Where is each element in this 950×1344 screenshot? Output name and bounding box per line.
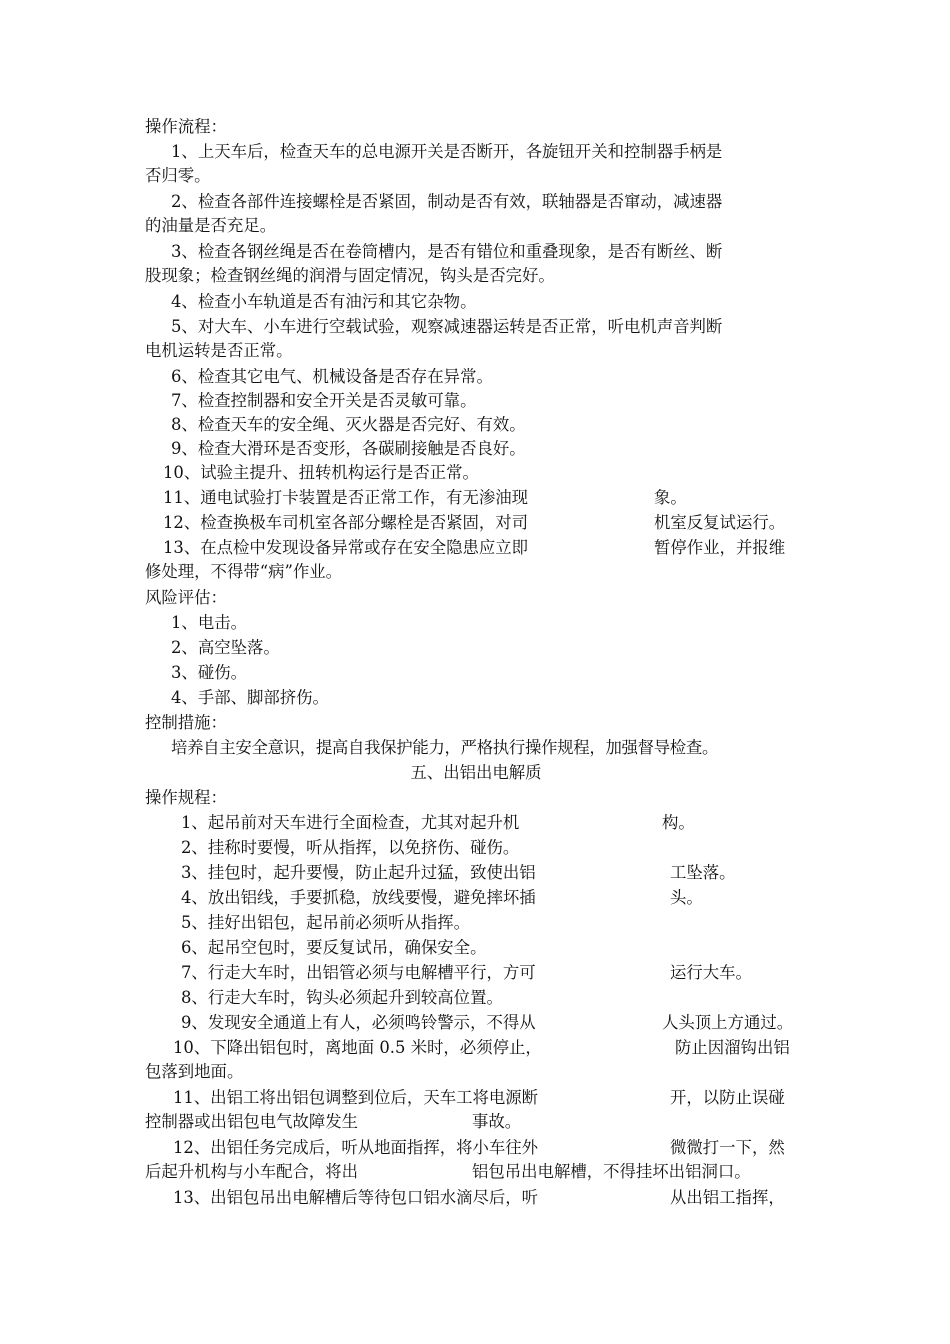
rule-item-9 <box>145 1011 807 1035</box>
rule-item-12-line2 <box>145 1160 807 1184</box>
risk-item-2: 2、高空坠落。 <box>171 638 280 657</box>
rule-item-13 <box>145 1186 807 1210</box>
control-measures-text: 培养自主安全意识，提高自我保护能力，严格执行操作规程，加强督导检查。 <box>171 738 719 757</box>
heading-operation-flow: 操作流程： <box>145 117 227 136</box>
heading-risk-assessment: 风险评估： <box>145 588 227 607</box>
rule-item-12-part4: 铝包吊出电解槽，不得挂坏出铝洞口。 <box>472 1162 751 1181</box>
flow-item-13-part2: 暂停作业，并报维 <box>654 538 786 557</box>
rule-item-11-part2: 开，以防止误碰 <box>670 1088 785 1107</box>
rule-item-10-part1: 10、下降出铝包时，离地面 0.5 米时，必须停止， <box>173 1038 542 1057</box>
rule-item-10-line2: 包落到地面。 <box>145 1062 244 1081</box>
rule-item-7-part2: 运行大车。 <box>670 963 752 982</box>
rule-item-7 <box>145 961 807 985</box>
risk-item-3: 3、碰伤。 <box>171 663 247 682</box>
rule-item-12-line1 <box>145 1136 807 1160</box>
flow-item-11 <box>145 486 807 510</box>
rule-item-4-part2: 头。 <box>670 888 703 907</box>
flow-item-11-part1: 11、通电试验打卡装置是否正常工作，有无渗油现 <box>163 488 529 507</box>
rule-item-8: 8、行走大车时，钩头必须起升到较高位置。 <box>181 988 503 1007</box>
heading-operation-rules: 操作规程： <box>145 788 227 807</box>
flow-item-7: 7、检查控制器和安全开关是否灵敏可靠。 <box>171 391 477 410</box>
flow-item-5-line2: 电机运转是否正常。 <box>145 341 293 360</box>
flow-item-6: 6、检查其它电气、机械设备是否存在异常。 <box>171 367 493 386</box>
heading-control-measures: 控制措施： <box>145 713 227 732</box>
rule-item-3 <box>145 861 807 885</box>
flow-item-2-line2: 的油量是否充足。 <box>145 216 277 235</box>
rule-item-1-part2: 构。 <box>662 813 695 832</box>
flow-item-10: 10、试验主提升、扭转机构运行是否正常。 <box>163 463 479 482</box>
rule-item-10-part2: 防止因溜钩出铝 <box>675 1038 790 1057</box>
rule-item-13-part1: 13、出铝包吊出电解槽后等待包口铝水滴尽后，听 <box>173 1188 539 1207</box>
rule-item-3-part1: 3、挂包时，起升要慢，防止起升过猛，致使出铝 <box>181 863 536 882</box>
rule-item-11-line1 <box>145 1086 807 1110</box>
rule-item-13-part2: 从出铝工指挥， <box>670 1188 785 1207</box>
flow-item-13-part1: 13、在点检中发现设备异常或存在安全隐患应立即 <box>163 538 529 557</box>
rule-item-12-part1: 12、出铝任务完成后，听从地面指挥，将小车往外 <box>173 1138 539 1157</box>
flow-item-8: 8、检查天车的安全绳、灭火器是否完好、有效。 <box>171 415 526 434</box>
flow-item-9: 9、检查大滑环是否变形，各碳刷接触是否良好。 <box>171 439 526 458</box>
rule-item-7-part1: 7、行走大车时，出铝管必须与电解槽平行，方可 <box>181 963 536 982</box>
flow-item-12-part2: 机室反复试运行。 <box>654 513 786 532</box>
rule-item-1 <box>145 811 807 835</box>
flow-item-13-line1 <box>145 536 807 560</box>
rule-item-2: 2、挂称时要慢，听从指挥，以免挤伤、碰伤。 <box>181 838 520 857</box>
rule-item-5: 5、挂好出铝包，起吊前必须听从指挥。 <box>181 913 471 932</box>
flow-item-13-line2: 修处理，不得带“病”作业。 <box>145 562 343 581</box>
section-title: 五、出铝出电解质 <box>410 763 542 782</box>
rule-item-4 <box>145 886 807 910</box>
flow-item-12 <box>145 511 807 535</box>
flow-item-5-line1: 5、对大车、小车进行空载试验，观察减速器运转是否正常，听电机声音判断 <box>171 317 723 336</box>
flow-item-2-line1: 2、检查各部件连接螺栓是否紧固，制动是否有效，联轴器是否窜动，减速器 <box>171 192 723 211</box>
flow-item-3-line1: 3、检查各钢丝绳是否在卷筒槽内，是否有错位和重叠现象，是否有断丝、断 <box>171 242 723 261</box>
rule-item-1-part1: 1、起吊前对天车进行全面检查，尤其对起升机 <box>181 813 520 832</box>
rule-item-3-part2: 工坠落。 <box>670 863 736 882</box>
risk-item-1: 1、电击。 <box>171 613 247 632</box>
rule-item-11-part4: 事故。 <box>472 1112 522 1131</box>
flow-item-3-line2: 股现象；检查钢丝绳的润滑与固定情况，钩头是否完好。 <box>145 266 555 285</box>
rule-item-11-line2 <box>145 1110 807 1134</box>
flow-item-12-part1: 12、检查换极车司机室各部分螺栓是否紧固，对司 <box>163 513 529 532</box>
flow-item-1-line2: 否归零。 <box>145 166 211 185</box>
flow-item-1-line1: 1、上天车后，检查天车的总电源开关是否断开，各旋钮开关和控制器手柄是 <box>171 142 723 161</box>
rule-item-9-part1: 9、发现安全通道上有人，必须鸣铃警示，不得从 <box>181 1013 536 1032</box>
flow-item-4: 4、检查小车轨道是否有油污和其它杂物。 <box>171 292 477 311</box>
risk-item-4: 4、手部、脚部挤伤。 <box>171 688 329 707</box>
rule-item-11-part3: 控制器或出铝包电气故障发生 <box>145 1112 359 1131</box>
rule-item-4-part1: 4、放出铝线，手要抓稳，放线要慢，避免摔坏插 <box>181 888 536 907</box>
rule-item-12-part3: 后起升机构与小车配合，将出 <box>145 1162 359 1181</box>
rule-item-12-part2: 微微打一下，然 <box>670 1138 785 1157</box>
rule-item-9-part2: 人头顶上方通过。 <box>662 1013 794 1032</box>
rule-item-10-line1 <box>145 1036 807 1060</box>
rule-item-6: 6、起吊空包时，要反复试吊，确保安全。 <box>181 938 487 957</box>
flow-item-11-part2: 象。 <box>654 488 687 507</box>
rule-item-11-part1: 11、出铝工将出铝包调整到位后，天车工将电源断 <box>173 1088 539 1107</box>
